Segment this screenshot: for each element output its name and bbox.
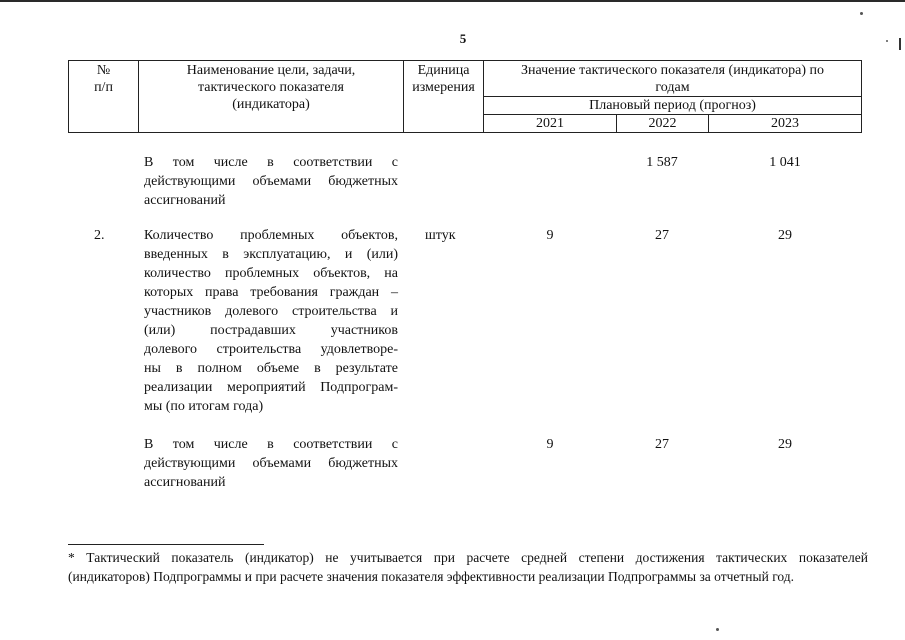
header-unit: Единица измерения	[412, 63, 475, 95]
header-divider	[861, 60, 862, 133]
row-value-2021: 9	[546, 228, 554, 243]
scan-top-border	[0, 0, 905, 2]
header-year-2022: 2022	[648, 116, 677, 131]
header-year-2021: 2021	[536, 116, 564, 131]
scan-speck	[886, 40, 888, 42]
header-num: № п/п	[94, 63, 113, 95]
row-name: В том числе в соответствии с действующими объемами бюджетных ассигнований	[144, 437, 398, 490]
header-name: Наименование цели, задачи, тактического показателя (индикатора)	[186, 63, 356, 112]
row-unit: штук	[425, 228, 456, 243]
footnote	[68, 548, 868, 586]
header-year-2023: 2023	[771, 116, 799, 131]
row-value-2023: 29	[778, 228, 792, 243]
footnote-line: (индикаторов) Подпрограммы и при расчете значения показателя эффективности реализации Подпрограммы за отчетный год.	[68, 569, 795, 584]
row-value-2023: 1 041	[769, 155, 801, 170]
row-value-2021: 9	[546, 437, 554, 452]
row-name: Количество проблемных объектов, введенных в эксплуатацию, и (или) количество проблемных объектов, на которых права требования граждан – участников долевого строительства и (или) пострадавших участников долевого строительства удовлетворе- ны в полном объеме в результате реализации мероприятий Подпрограм- мы (по итогам года)	[144, 228, 398, 414]
row-num: 2.	[94, 228, 105, 243]
row-name: В том числе в соответствии с действующими объемами бюджетных ассигнований	[144, 155, 398, 208]
header-top-rule	[68, 60, 861, 61]
footnote-line: * Тактический показатель (индикатор) не учитывается при расчете средней степени достижения тактических показателей	[68, 550, 868, 565]
row-value-2022: 1 587	[646, 155, 678, 170]
row-value-2022: 27	[655, 437, 669, 452]
row-value-2023: 29	[778, 437, 792, 452]
page-number: 5	[459, 31, 467, 46]
footnote-separator	[68, 544, 264, 545]
scan-speck	[860, 12, 863, 15]
row-value-2022: 27	[655, 228, 669, 243]
header-value: Значение тактического показателя (индикатора) по годам	[520, 63, 825, 95]
header-bottom-rule	[68, 132, 861, 133]
scan-edge-mark	[899, 38, 901, 50]
header-period: Плановый период (прогноз)	[589, 98, 756, 113]
scan-speck	[716, 628, 719, 631]
